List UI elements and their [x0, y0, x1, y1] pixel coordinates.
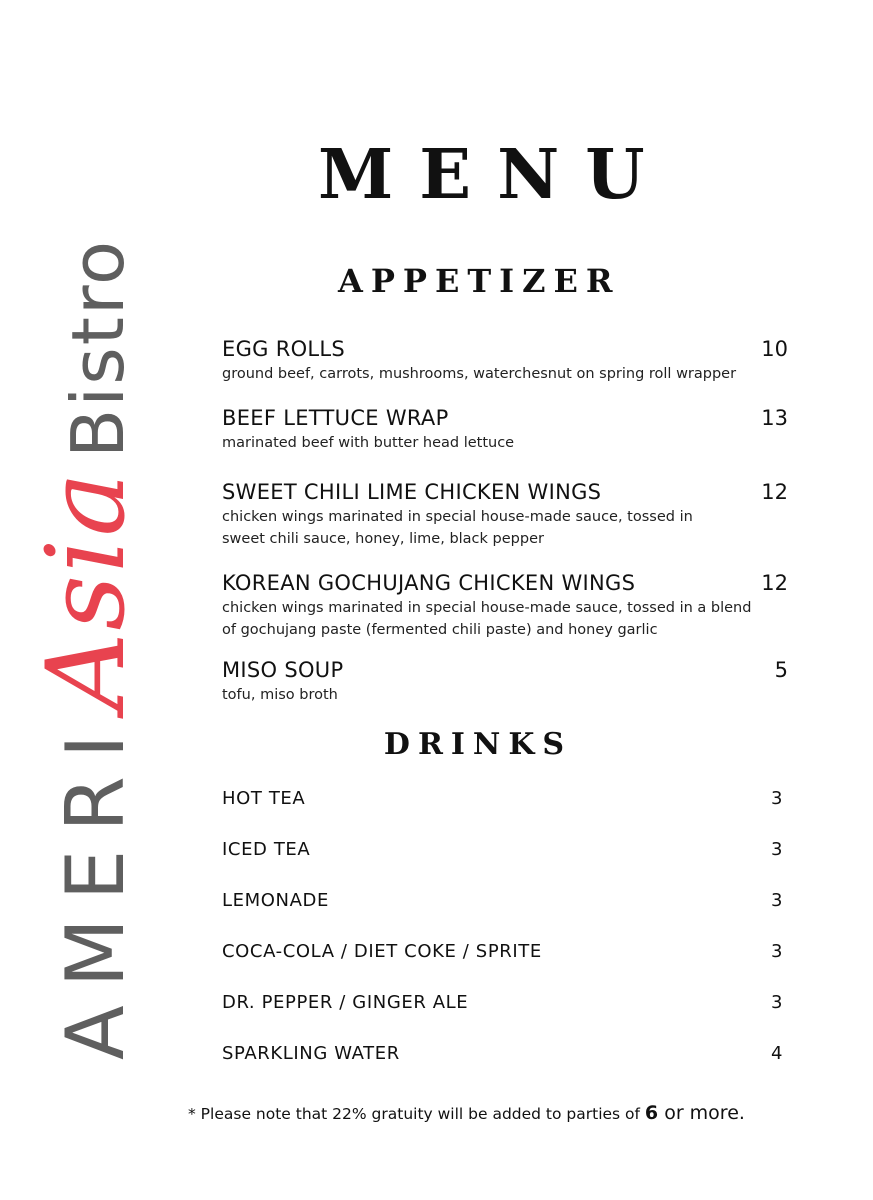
menu-item-miso-soup	[222, 658, 792, 706]
drink-price: 3	[770, 992, 783, 1013]
item-description-line: chicken wings marinated in special house-made sauce, tossed in	[222, 509, 693, 525]
item-price: 10	[761, 337, 788, 361]
item-name: KOREAN GOCHUJANG CHICKEN WINGS	[222, 571, 636, 595]
drink-item-lemonade	[222, 890, 787, 911]
drink-name: LEMONADE	[222, 890, 329, 911]
item-description-line: marinated beef with butter head lettuce	[222, 435, 515, 451]
brand-asia-text: Asia	[24, 470, 149, 711]
menu-item-sweet-chili-wings	[222, 480, 792, 550]
drink-name: ICED TEA	[222, 839, 311, 860]
menu-item-gochujang-wings	[222, 571, 792, 641]
gratuity-note-suffix: or more.	[658, 1102, 745, 1124]
menu-item-beef-lettuce-wrap	[222, 406, 792, 454]
drink-item-iced-tea	[222, 839, 787, 860]
item-price: 13	[761, 406, 788, 430]
drink-price: 3	[770, 839, 783, 860]
item-price: 5	[774, 658, 788, 682]
drink-item-soda	[222, 941, 787, 962]
item-name: MISO SOUP	[222, 658, 344, 682]
item-description	[222, 597, 792, 641]
brand-ameri-text: AMERI	[49, 716, 142, 1060]
drink-name: HOT TEA	[222, 788, 306, 809]
gratuity-note-prefix: * Please note that 22% gratuity will be added to parties of	[188, 1105, 645, 1123]
drink-price: 3	[770, 890, 783, 911]
drink-item-sparkling-water	[222, 1043, 787, 1064]
drink-price: 3	[770, 941, 783, 962]
gratuity-note-number: 6	[644, 1102, 659, 1124]
appetizer-heading: APPETIZER	[338, 262, 621, 300]
item-name: EGG ROLLS	[222, 337, 346, 361]
menu-title: MENU	[318, 135, 671, 215]
gratuity-note	[188, 1102, 808, 1124]
item-description-line: tofu, miso broth	[222, 687, 338, 703]
drink-name: COCA-COLA / DIET COKE / SPRITE	[222, 941, 542, 962]
drink-name: SPARKLING WATER	[222, 1043, 400, 1064]
drink-price: 3	[770, 788, 783, 809]
item-description	[222, 684, 792, 706]
menu-item-egg-rolls	[222, 337, 792, 385]
item-description-line: chicken wings marinated in special house-made sauce, tossed in a blend	[222, 600, 752, 616]
item-name: BEEF LETTUCE WRAP	[222, 406, 449, 430]
item-description	[222, 363, 792, 385]
item-price: 12	[761, 480, 788, 504]
item-price: 12	[761, 571, 788, 595]
item-description-line: sweet chili sauce, honey, lime, black pepper	[222, 531, 544, 547]
drink-item-dr-pepper	[222, 992, 787, 1013]
drink-item-hot-tea	[222, 788, 787, 809]
brand-bistro-text: Bistro	[56, 238, 140, 459]
item-description-line: of gochujang paste (fermented chili paste) and honey garlic	[222, 622, 658, 638]
item-description-line: ground beef, carrots, mushrooms, waterchesnut on spring roll wrapper	[222, 366, 737, 382]
item-name: SWEET CHILI LIME CHICKEN WINGS	[222, 480, 602, 504]
drink-price: 4	[770, 1043, 783, 1064]
item-description	[222, 432, 792, 454]
item-description	[222, 506, 792, 550]
drink-name: DR. PEPPER / GINGER ALE	[222, 992, 469, 1013]
drinks-heading: DRINKS	[383, 727, 573, 762]
